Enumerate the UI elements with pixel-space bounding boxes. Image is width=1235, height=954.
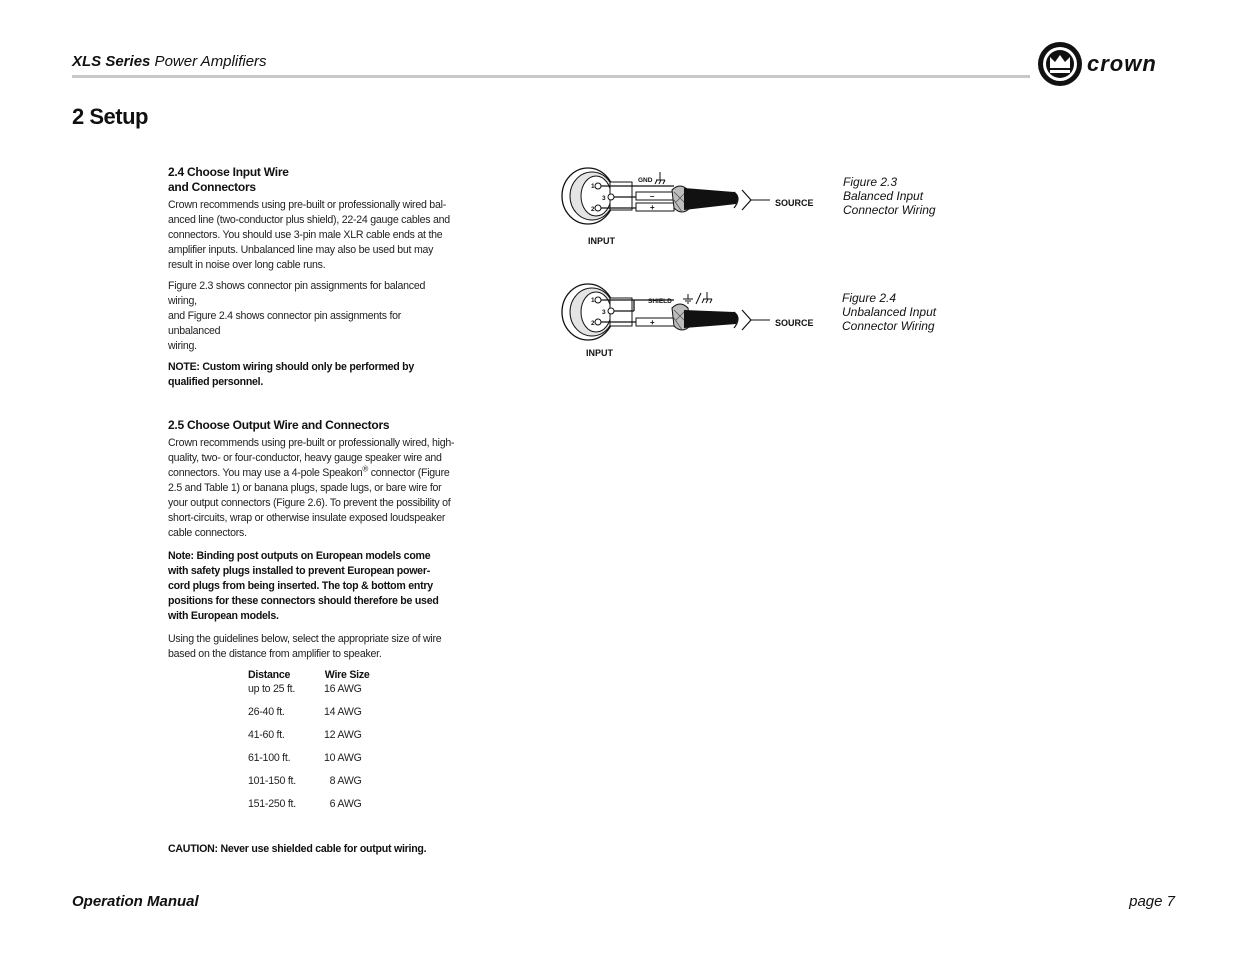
series-subtitle: Power Amplifiers — [150, 53, 267, 70]
column-header-distance: Distance — [248, 669, 291, 681]
input-label: INPUT — [586, 348, 613, 358]
caption-line: Figure 2.3 — [843, 175, 898, 189]
text-line: wiring. — [168, 340, 197, 352]
section-2-5-note — [168, 549, 456, 624]
table-row — [248, 798, 370, 821]
distance-cell: 26-40 ft. — [248, 706, 285, 718]
section-2-4-note — [168, 360, 456, 390]
pin-1-label: 1 — [591, 297, 595, 304]
table-row — [248, 775, 370, 798]
caption-line: Connector Wiring — [842, 319, 935, 333]
series-title — [72, 53, 267, 70]
section-2-4-heading-line2: and Connectors — [168, 180, 256, 194]
text-line: result in noise over long cable runs. — [168, 259, 326, 271]
section-2-4 — [168, 165, 456, 396]
text-line: your output connectors (Figure 2.6). To prevent the possibility of — [168, 497, 451, 509]
shield-label: SHIELD — [648, 298, 672, 305]
wire-size-cell: 10 AWG — [324, 752, 362, 764]
section-2-4-para1 — [168, 198, 456, 273]
text-line: Using the guidelines below, select the appropriate size of wire — [168, 633, 442, 645]
distance-cell: 151-250 ft. — [248, 798, 296, 810]
pin-3-label: 3 — [602, 309, 606, 316]
text-line: and Figure 2.4 shows connector pin assignments for unbalanced — [168, 310, 402, 337]
text-line: amplifier inputs. Unbalanced line may also be used but may — [168, 244, 434, 256]
header-rule — [72, 75, 1030, 78]
section-2-4-heading-line1: 2.4 Choose Input Wire — [168, 165, 289, 179]
figure-2-3-diagram — [556, 160, 826, 252]
figure-2-3-caption — [843, 175, 936, 217]
wire-size-table — [248, 668, 370, 821]
text-line: Crown recommends using pre-built or professionally wired, high- — [168, 437, 455, 449]
minus-label: – — [650, 192, 655, 201]
text-line: connectors. You should use 3-pin male XLR cable ends at the — [168, 229, 443, 241]
figure-2-4-diagram — [556, 280, 826, 364]
wire-size-cell: 16 AWG — [324, 683, 362, 695]
section-2-4-para2 — [168, 279, 456, 354]
chassis-ground-icon — [655, 172, 665, 184]
text-line: NOTE: Custom wiring should only be performed by — [168, 361, 415, 373]
input-label: INPUT — [588, 236, 615, 246]
text-line: connector (Figure — [368, 467, 450, 479]
plus-label: + — [650, 318, 655, 327]
text-line: Crown recommends using pre-built or professionally wired bal- — [168, 199, 446, 211]
caption-line: Figure 2.4 — [842, 291, 897, 305]
table-row — [248, 706, 370, 729]
plus-label: + — [650, 203, 655, 212]
text-line: positions for these connectors should therefore be used — [168, 595, 439, 607]
text-line: with safety plugs installed to prevent European power- — [168, 565, 430, 577]
section-2-5-para2 — [168, 632, 456, 662]
gnd-label: GND — [638, 177, 653, 184]
text-line: qualified personnel. — [168, 376, 264, 388]
wire-size-cell: 14 AWG — [324, 706, 362, 718]
wire-size-cell: 6 AWG — [329, 798, 362, 810]
text-line: cord plugs from being inserted. The top & bottom entry — [168, 580, 433, 592]
chassis-ground-icon — [702, 292, 712, 303]
footer-manual-title: Operation Manual — [72, 893, 199, 910]
text-line: Figure 2.3 shows connector pin assignments for balanced wiring, — [168, 280, 426, 307]
section-2-5-para1 — [168, 436, 456, 541]
caution-text: CAUTION: Never use shielded cable for output wiring. — [168, 843, 427, 855]
section-2-5-heading: 2.5 Choose Output Wire and Connectors — [168, 418, 390, 432]
caption-line: Balanced Input — [843, 189, 924, 203]
table-header-row — [248, 668, 370, 683]
text-line: short-circuits, wrap or otherwise insulate exposed loudspeaker — [168, 512, 446, 524]
section-title: 2 Setup — [72, 104, 148, 129]
pin-3-label: 3 — [602, 195, 606, 202]
registered-mark: ® — [362, 464, 369, 474]
logo-wordmark: crown — [1087, 51, 1157, 76]
pin-1-label: 1 — [591, 183, 595, 190]
source-label: SOURCE — [775, 198, 814, 208]
text-line: 2.5 and Table 1) or banana plugs, spade lugs, or bare wire for — [168, 482, 442, 494]
text-line: cable connectors. — [168, 527, 247, 539]
caption-line: Connector Wiring — [843, 203, 936, 217]
text-line: anced line (two-conductor plus shield), 22-24 gauge cables and — [168, 214, 450, 226]
distance-cell: 101-150 ft. — [248, 775, 296, 787]
caption-line: Unbalanced Input — [842, 305, 937, 319]
section-2-5 — [168, 418, 456, 668]
crown-logo — [1036, 38, 1186, 90]
text-line: Note: Binding post outputs on European models come — [168, 550, 431, 562]
distance-cell: up to 25 ft. — [248, 683, 296, 695]
column-header-wire-size: Wire Size — [324, 669, 370, 681]
table-row — [248, 729, 370, 752]
wire-size-cell: 8 AWG — [329, 775, 362, 787]
text-line: connectors. You may use a 4-pole Speakon — [168, 467, 363, 479]
table-row — [248, 752, 370, 775]
text-line: with European models. — [168, 610, 279, 622]
distance-cell: 61-100 ft. — [248, 752, 291, 764]
distance-cell: 41-60 ft. — [248, 729, 285, 741]
pin-2-label: 2 — [591, 320, 595, 327]
source-label: SOURCE — [775, 318, 814, 328]
ground-icon — [683, 293, 701, 304]
footer-page-number: page 7 — [1129, 893, 1175, 910]
pin-2-label: 2 — [591, 206, 595, 213]
wire-size-cell: 12 AWG — [324, 729, 362, 741]
text-line: quality, two- or four-conductor, heavy gauge speaker wire and — [168, 452, 442, 464]
series-name: XLS Series — [72, 53, 151, 70]
table-row — [248, 683, 370, 706]
text-line: based on the distance from amplifier to speaker. — [168, 648, 382, 660]
figure-2-4-caption — [842, 291, 936, 333]
